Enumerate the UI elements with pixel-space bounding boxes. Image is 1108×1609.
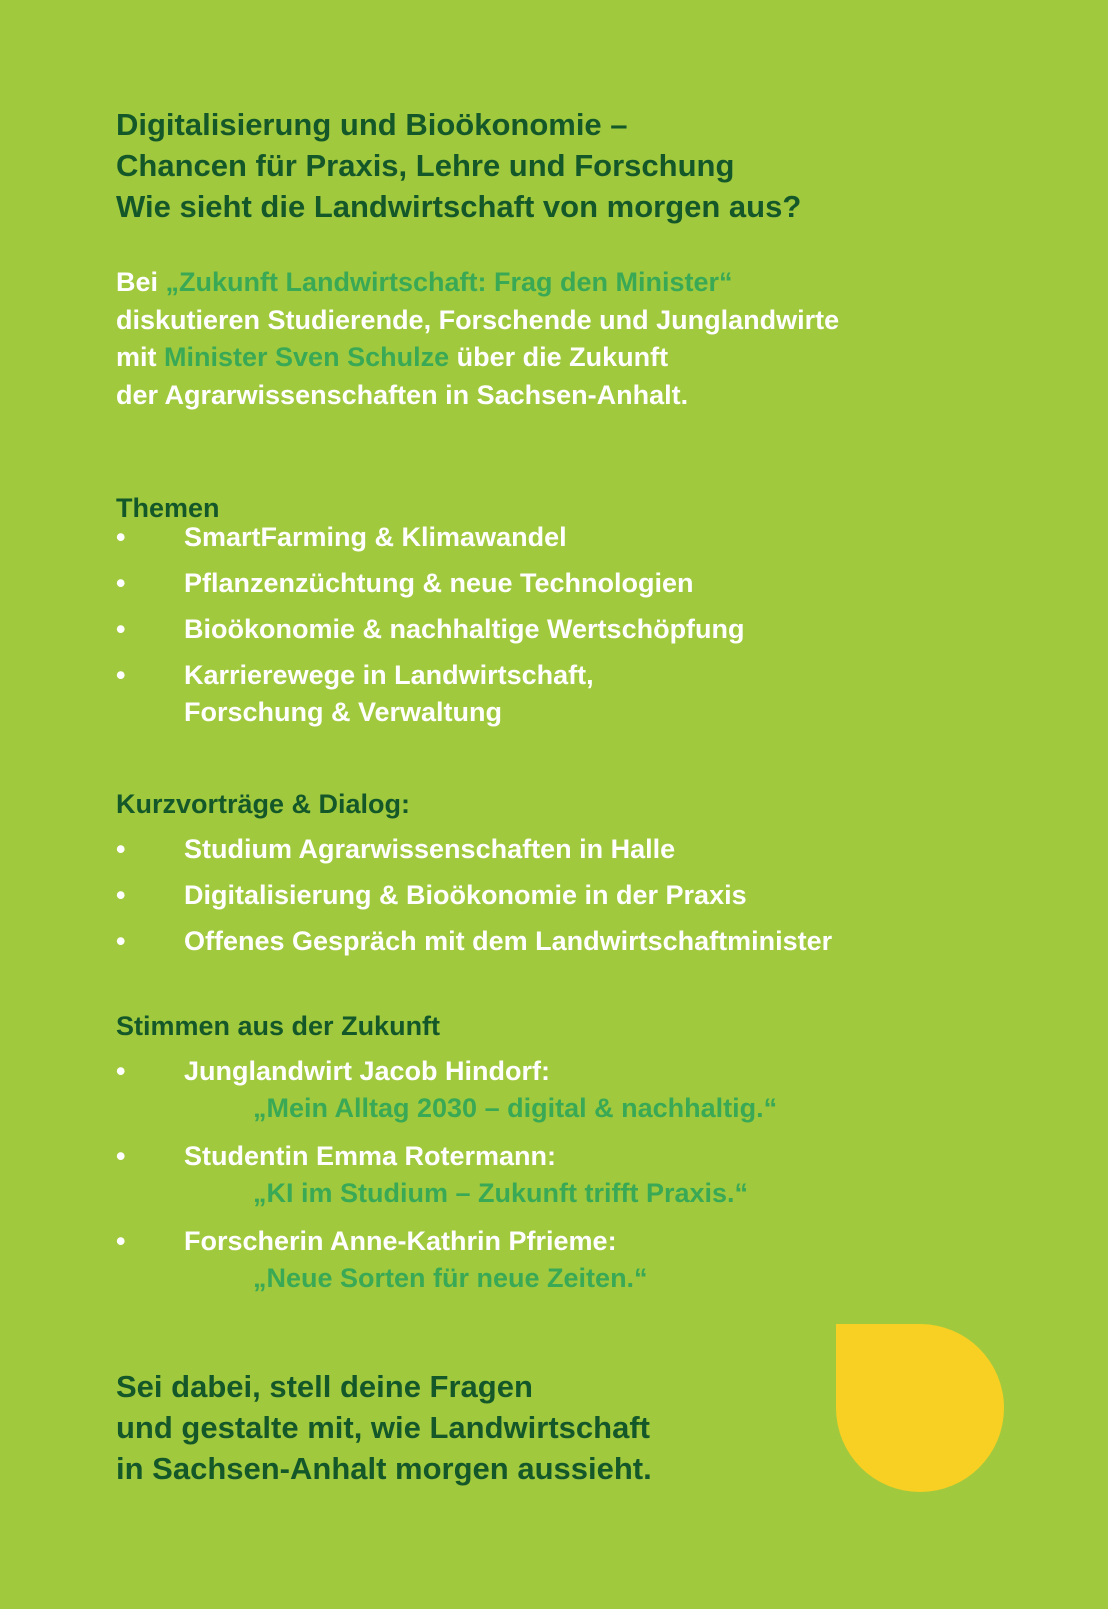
list-item-text: Digitalisierung & Bioökonomie in der Praxis (184, 880, 747, 910)
section-title-stimmen: Stimmen aus der Zukunft (116, 1011, 441, 1041)
list-item (116, 611, 745, 648)
bullet-icon: • (116, 880, 126, 910)
speaker-name: Junglandwirt Jacob Hindorf: (184, 1056, 551, 1086)
list-item-text: Offenes Gespräch mit dem Landwirtschaftminister (184, 926, 833, 956)
list-item (116, 831, 832, 868)
intro-paragraph (116, 264, 839, 414)
bullet-icon: • (116, 1226, 126, 1256)
list-item-text: Karrierewege in Landwirtschaft, (184, 660, 594, 690)
minister-name: Minister Sven Schulze (164, 342, 450, 372)
bullet-icon: • (116, 568, 126, 598)
intro-line (116, 339, 839, 377)
list-item (116, 519, 745, 556)
heading-line: Chancen für Praxis, Lehre und Forschung (116, 148, 735, 183)
closing-statement (116, 1366, 652, 1489)
list-item (116, 657, 745, 731)
bullet-icon: • (116, 1141, 126, 1171)
list-item (116, 1223, 777, 1296)
intro-text: Bei (116, 267, 166, 297)
list-item (116, 877, 832, 914)
heading-line: Digitalisierung und Bioökonomie – (116, 107, 628, 142)
list-item-text: Pflanzenzüchtung & neue Technologien (184, 568, 694, 598)
bullet-icon: • (116, 522, 126, 552)
list-item (116, 565, 745, 602)
intro-text: über die Zukunft (449, 342, 669, 372)
bullet-icon: • (116, 614, 126, 644)
speaker-name: Forscherin Anne-Kathrin Pfrieme: (184, 1226, 617, 1256)
speaker-quote: „KI im Studium – Zukunft trifft Praxis.“ (253, 1178, 749, 1208)
intro-line: diskutieren Studierende, Forschende und Junglandwirte (116, 304, 840, 335)
intro-text: mit (116, 342, 165, 372)
section-title-themen: Themen (116, 493, 220, 523)
themen-list (116, 519, 745, 740)
list-item-text: SmartFarming & Klimawandel (184, 522, 567, 552)
heading-line: Wie sieht die Landwirtschaft von morgen aus? (116, 189, 802, 224)
bullet-icon: • (116, 660, 126, 690)
speaker-name: Studentin Emma Rotermann: (184, 1141, 557, 1171)
yellow-drop-shape (836, 1324, 1004, 1492)
closing-line: und gestalte mit, wie Landwirtschaft (116, 1410, 650, 1445)
event-title: „Zukunft Landwirtschaft: Frag den Minister“ (165, 267, 733, 297)
closing-line: Sei dabei, stell deine Fragen (116, 1369, 533, 1404)
bullet-icon: • (116, 1056, 126, 1086)
intro-line: der Agrarwissenschaften in Sachsen-Anhalt. (116, 379, 689, 410)
bullet-icon: • (116, 926, 126, 956)
section-title-kurzvortraege: Kurzvorträge & Dialog: (116, 789, 411, 819)
speaker-quote: „Mein Alltag 2030 – digital & nachhaltig.“ (253, 1093, 778, 1123)
list-item-text: Bioökonomie & nachhaltige Wertschöpfung (184, 614, 745, 644)
main-heading (116, 104, 801, 227)
speaker-quote: „Neue Sorten für neue Zeiten.“ (253, 1263, 648, 1293)
list-item (116, 1138, 777, 1211)
closing-line: in Sachsen-Anhalt morgen aussieht. (116, 1451, 652, 1486)
list-item (116, 1053, 777, 1126)
list-item (116, 923, 832, 960)
list-item-text: Forschung & Verwaltung (184, 697, 503, 727)
kurzvortraege-list (116, 831, 832, 969)
bullet-icon: • (116, 834, 126, 864)
stimmen-list (116, 1053, 777, 1308)
list-item-text: Studium Agrarwissenschaften in Halle (184, 834, 676, 864)
intro-line (116, 264, 839, 302)
